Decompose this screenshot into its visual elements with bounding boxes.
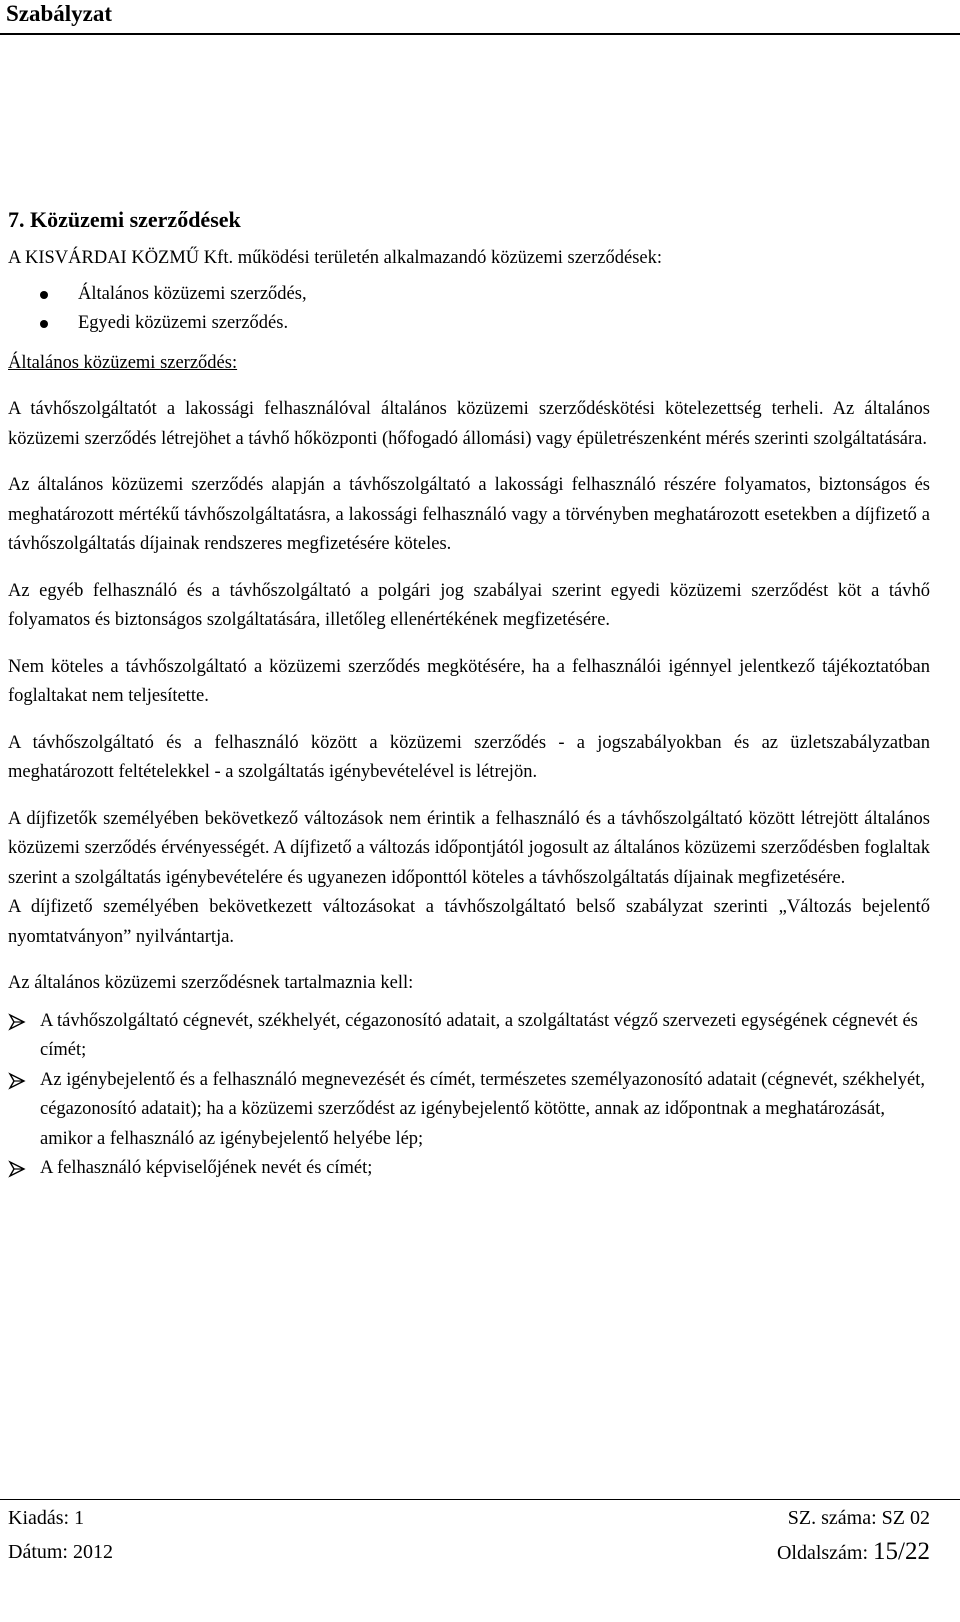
header-divider — [0, 33, 960, 35]
intro-paragraph: A KISVÁRDAI KÖZMŰ Kft. működési területén alkalmazandó közüzemi szerződések: — [8, 248, 663, 268]
edition-label: Kiadás: 1 — [8, 1507, 85, 1529]
arrow-bullet-icon — [8, 1013, 26, 1031]
section-title: 7. Közüzemi szerződések — [8, 207, 241, 232]
subheading: Általános közüzemi szerződés: — [8, 352, 238, 373]
paragraph: A díjfizetők személyében bekövetkező változások nem érintik a felhasználó és a távhőszolgáltató között létrejött általános közüzemi szerződés érvényességét. A díjfizető a változás időpontjától jogosult az általános közüzemi szerződésben foglaltak szerint a szolgáltatás igénybevételére és ugyanezen időponttól köteles a távhőszolgáltatás díjainak megfizetésére. — [8, 808, 930, 888]
paragraph: Az egyéb felhasználó és a távhőszolgáltató a polgári jog szabályai szerint egyedi közüzemi szerződést köt a távhő folyamatos és biztonságos szolgáltatására, illetőleg ellenértékének megfizetésére. — [8, 580, 930, 630]
paragraph: Az általános közüzemi szerződésnek tartalmaznia kell: — [8, 973, 414, 993]
document-number: SZ. száma: SZ 02 — [787, 1507, 930, 1529]
list-item-text: A felhasználó képviselőjének nevét és címét; — [40, 1158, 373, 1178]
list-item: Egyedi közüzemi szerződés. — [8, 309, 930, 339]
list-item-text: A távhőszolgáltató cégnevét, székhelyét, cégazonosító adatait, a szolgáltatást végző szervezeti egységének cégnevét és címét; — [40, 1010, 918, 1060]
arrow-bullet-icon — [8, 1072, 26, 1090]
paragraph: A távhőszolgáltató és a felhasználó között a közüzemi szerződés - a jogszabályokban és az üzletszabályzatban meghatározott feltételekkel - a szolgáltatás igénybevételével is létrejön. — [8, 732, 930, 782]
list-item — [8, 1154, 930, 1184]
page-number-value: 15/22 — [873, 1538, 930, 1565]
list-item: Általános közüzemi szerződés, — [8, 280, 930, 310]
required-content-list — [8, 1007, 930, 1184]
list-item — [8, 1007, 930, 1066]
paragraph: A távhőszolgáltatót a lakossági felhasználóval általános közüzemi szerződéskötési kötelezettség terheli. Az általános közüzemi szerződés létrejöhet a távhő hőközponti (hőfogadó állomási) vagy épületrészenként mérés szerinti szolgáltatására. — [8, 399, 930, 449]
footer-divider — [0, 1499, 960, 1500]
paragraph: Az általános közüzemi szerződés alapján a távhőszolgáltató a lakossági felhasználó részére folyamatos, biztonságos és meghatározott mértékű távhőszolgáltatásra, a lakossági felhasználó vagy a törvényben meghatározott esetekben a díjfizető a távhőszolgáltatás díjainak rendszeres megfizetésére köteles. — [8, 475, 930, 554]
list-item-text: Az igénybejelentő és a felhasználó megnevezését és címét, természetes személyazonosító adatait (cégnevét, székhelyét, cégazonosító adatait); ha a közüzemi szerződést az igénybejelentő kötötte, annak az időpontnak a meghatározását, amikor a felhasználó az igénybejelentő helyébe lép; — [40, 1069, 926, 1149]
header-title: Szabályzat — [6, 1, 113, 26]
date-label: Dátum: 2012 — [8, 1541, 113, 1563]
list-item — [8, 1066, 930, 1155]
arrow-bullet-icon — [8, 1160, 26, 1178]
page-number — [777, 1539, 930, 1566]
paragraph: A díjfizető személyében bekövetkezett változásokat a távhőszolgáltató belső szabályzat szerinti „Változás bejelentő nyomtatványon” nyilvántartja. — [8, 897, 930, 947]
page-number-label: Oldalszám: — [776, 1542, 869, 1564]
paragraph: Nem köteles a távhőszolgáltató a közüzemi szerződés megkötésére, ha a felhasználói igénnyel jelentkező tájékoztatóban foglaltakat nem teljesítette. — [8, 656, 930, 706]
contract-type-list — [8, 280, 930, 339]
document-body — [8, 205, 930, 1184]
